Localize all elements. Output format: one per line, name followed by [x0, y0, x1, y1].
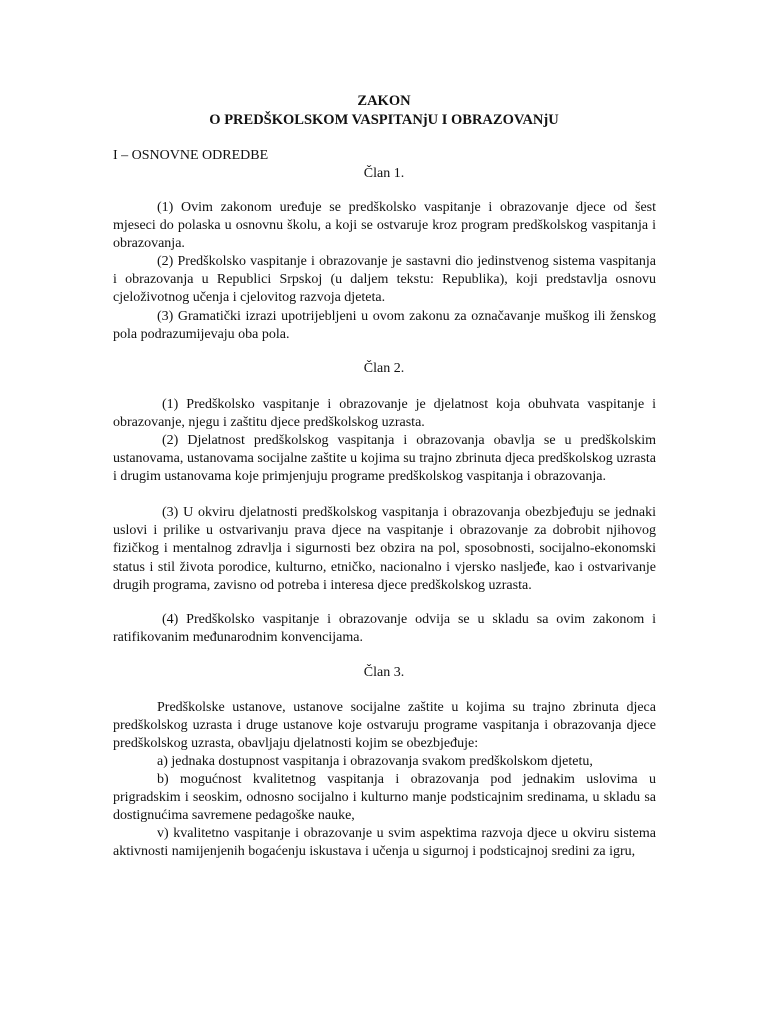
article-2-paragraph-1: (1) Predškolsko vaspitanje i obrazovanje je djelatnost koja obuhvata vaspitanje i obrazovanje, njegu i zaštitu djece predškolskog uzrasta.: [113, 397, 656, 431]
article-3-item-a: a) jednaka dostupnost vaspitanja i obrazovanja svakom predškolskom djetetu,: [157, 754, 593, 769]
article-1-paragraph-2: (2) Predškolsko vaspitanje i obrazovanje je sastavni dio jedinstvenog sistema vaspitanja i obrazovanja u Republici Srpskoj (u daljem tekstu: Republika), koji predstavlja osnovu cjeloživotnog učenja i cjelovitog razvoja djeteta.: [113, 254, 656, 306]
article-2-paragraph-3: (3) U okviru djelatnosti predškolskog vaspitanja i obrazovanja obezbjeđuju se jednaki uslovi i prilike u ostvarivanju prava djece na vaspitanje i obrazovanje za dobrobit njihovog fizičkog i mentalnog zdravlja i sigurnosti bez obzira na pol, sposobnosti, socijalno-ekonomski status i stil života porodice, kulturno, etničko, nacionalno i vjersko nasljeđe, kao i ostvarivanje drugih programa, zavisno od potreba i interesa djece predškolskog uzrasta.: [113, 505, 656, 593]
article-2-paragraph-2: (2) Djelatnost predškolskog vaspitanja i obrazovanja obavlja se u predškolskim ustanovama, ustanovama socijalne zaštite u kojima su trajno zbrinuta djeca predškolskog uzrasta i drugim ustanovama koje primjenjuju programe predškolskog vaspitanja i obrazovanja.: [113, 433, 656, 485]
article-3-intro: Predškolske ustanove, ustanove socijalne zaštite u kojima su trajno zbrinuta djeca predškolskog uzrasta i druge ustanove koje ostvaruju programe vaspitanja i obrazovanja djece predškolskog uzrasta, obavljaju djelatnosti kojim se obezbjeđuje:: [113, 700, 656, 752]
document-subtitle: O PREDŠKOLSKOM VASPITANjU I OBRAZOVANjU: [209, 112, 559, 128]
document-title: ZAKON: [357, 93, 411, 109]
article-2-heading: Član 2.: [363, 361, 405, 376]
article-1-heading: Član 1.: [363, 166, 405, 181]
article-2-paragraph-4: (4) Predškolsko vaspitanje i obrazovanje odvija se u skladu sa ovim zakonom i ratifikovanim međunarodnim konvencijama.: [113, 612, 656, 646]
article-3-heading: Član 3.: [363, 665, 405, 680]
article-3-item-b: b) mogućnost kvalitetnog vaspitanja i obrazovanja pod jednakim uslovima u prigradskim i seoskim, odnosno socijalno i kulturno manje podsticajnim sredinama, u skladu sa dostignućima savremene pedagoške nauke,: [113, 772, 656, 824]
article-3-item-v: v) kvalitetno vaspitanje i obrazovanje u svim aspektima razvoja djece u okviru sistema aktivnosti namijenjenih bogaćenju iskustava i učenja u sigurnoj i podsticajnoj sredini za igru,: [113, 826, 656, 860]
article-1-paragraph-3: (3) Gramatički izrazi upotrijebljeni u ovom zakonu za označavanje muškog ili ženskog pola podrazumijevaju oba pola.: [113, 309, 656, 343]
article-1-paragraph-1: (1) Ovim zakonom uređuje se predškolsko vaspitanje i obrazovanje djece od šest mjeseci do polaska u osnovnu školu, a koji se ostvaruje kroz program predškolskog vaspitanja i obrazovanja.: [113, 200, 656, 252]
section-heading: I – OSNOVNE ODREDBE: [113, 148, 269, 163]
